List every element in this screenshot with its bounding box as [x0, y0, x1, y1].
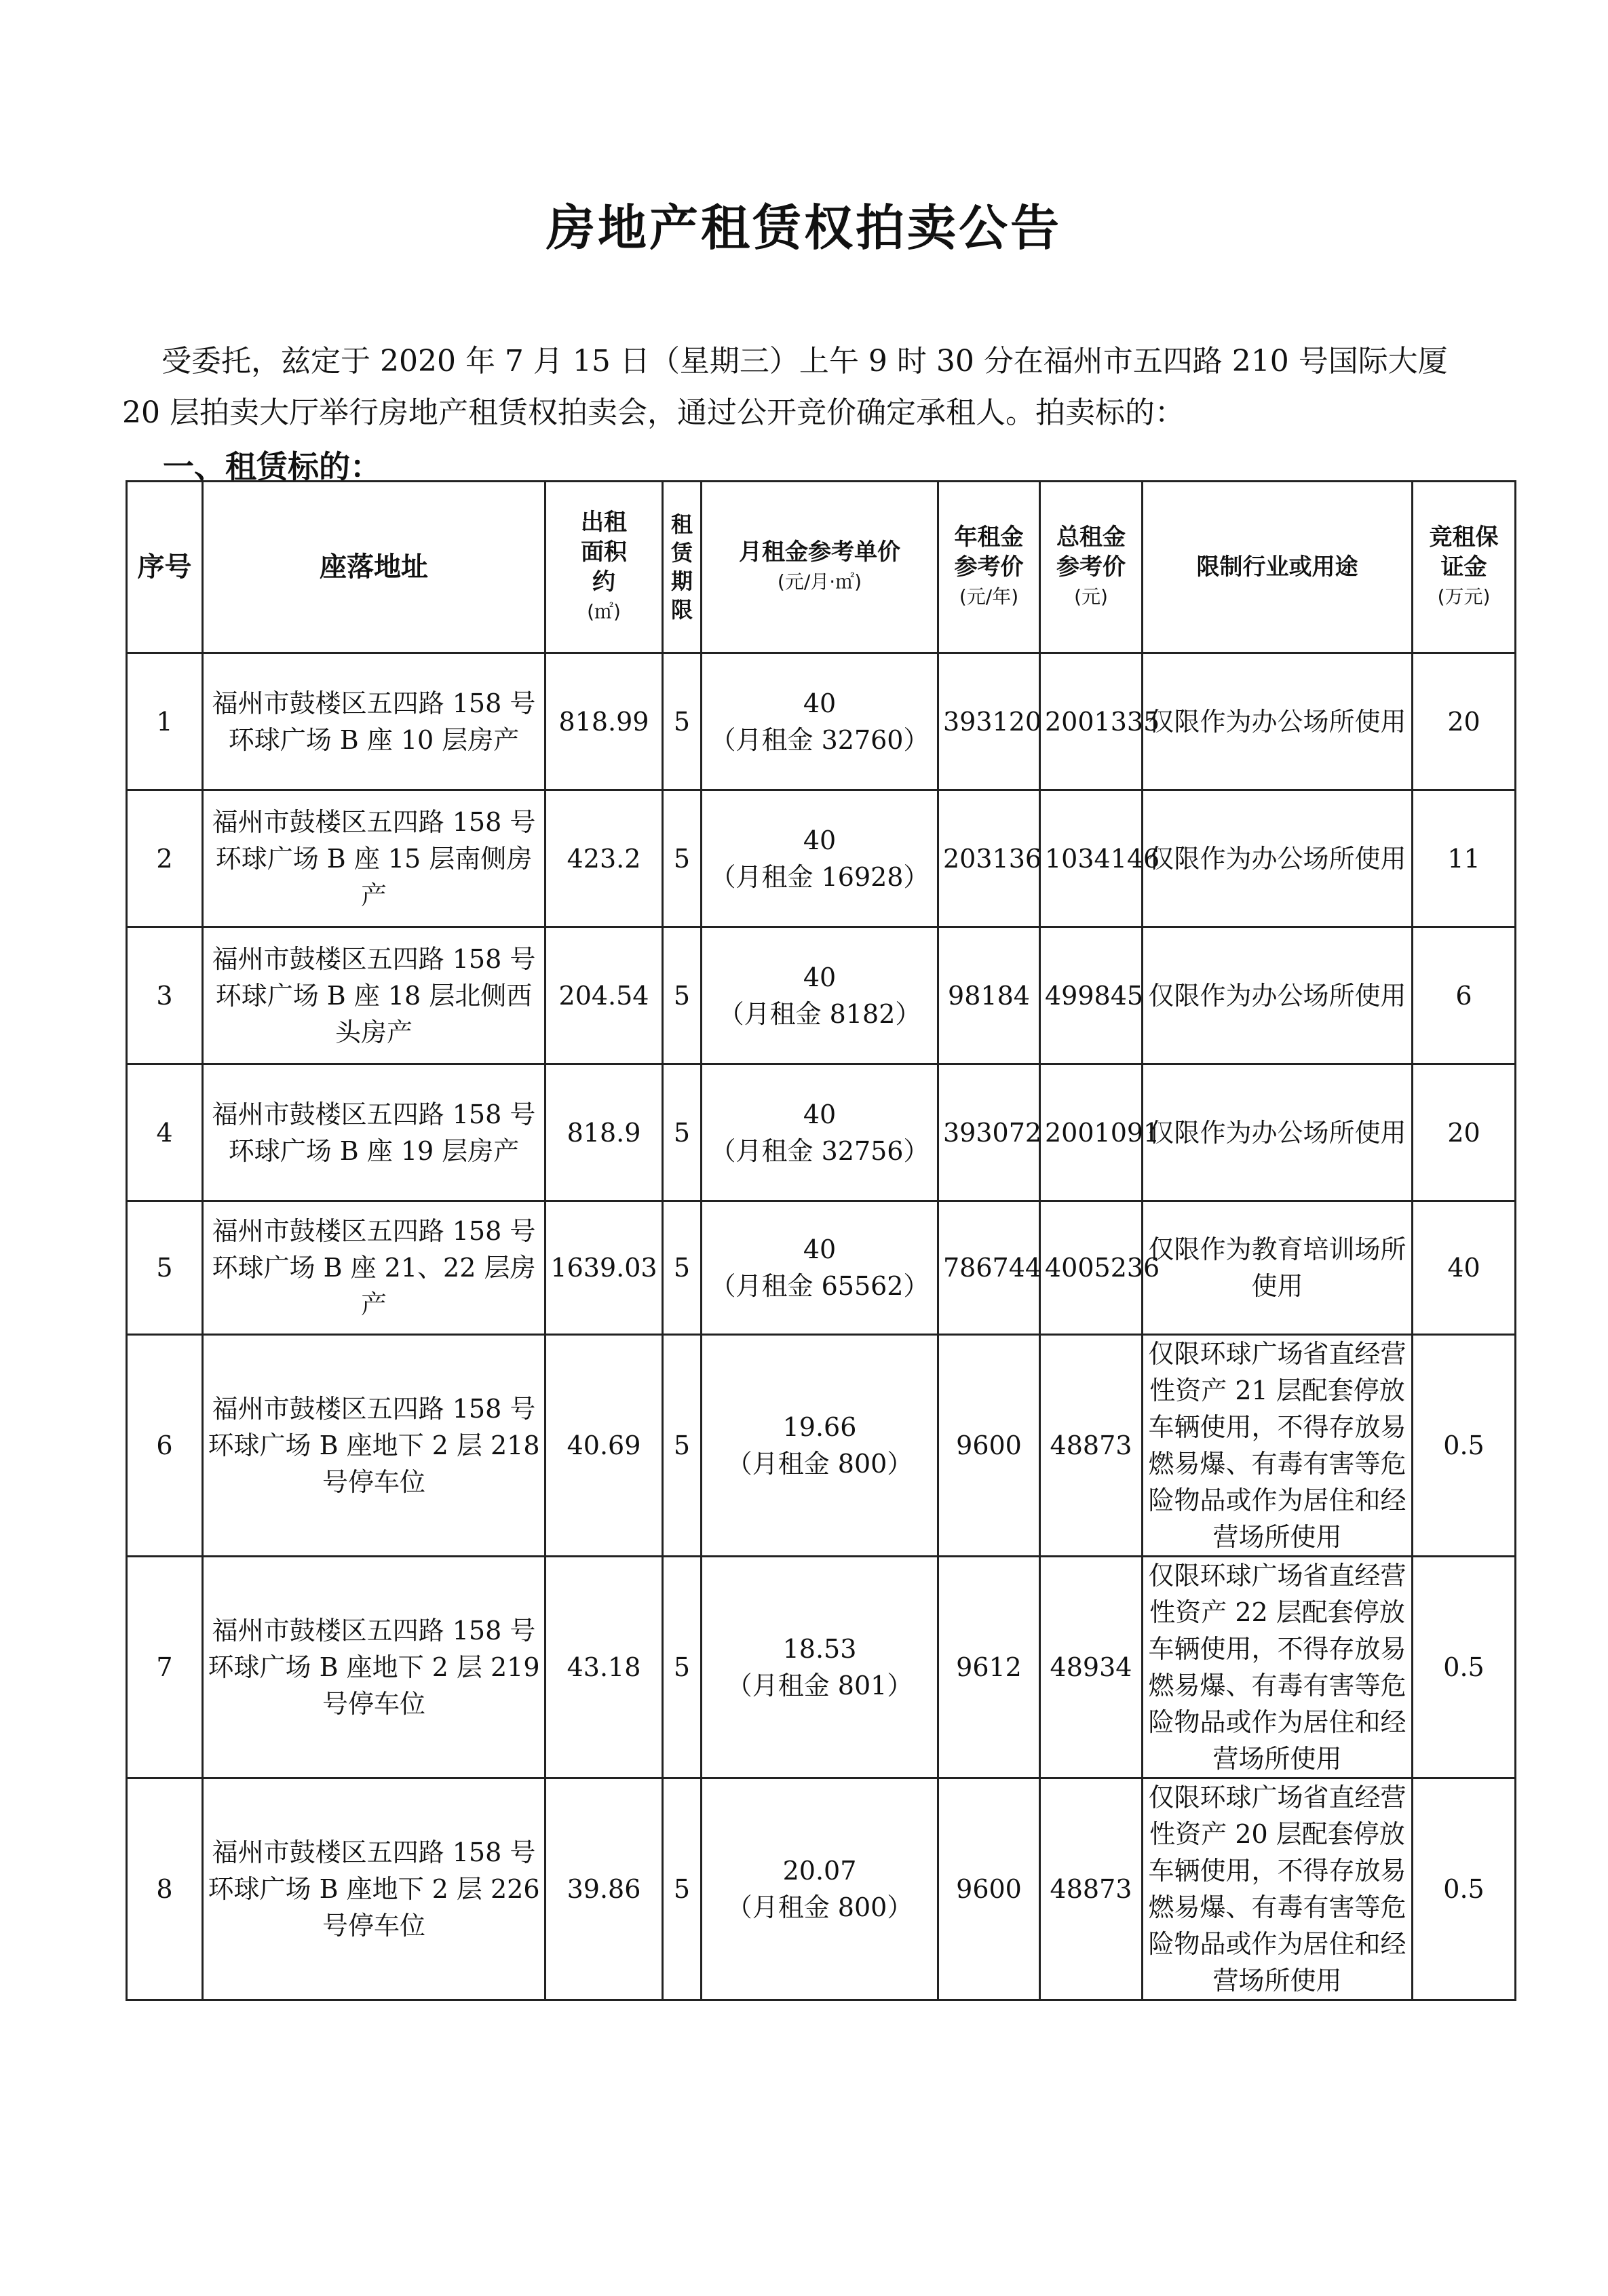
row-total-rent: 1034146 [1040, 790, 1143, 927]
row-deposit: 6 [1413, 927, 1516, 1064]
row-address: 福州市鼓楼区五四路 158 号环球广场 B 座地下 2 层 226 号停车位 [203, 1778, 545, 2000]
header-total-rent-label: 总租金 参考价 [1056, 524, 1126, 581]
row-term: 5 [663, 790, 702, 927]
row-monthly-rent: （月租金 32760） [710, 724, 930, 755]
row-annual-rent: 393120 [938, 653, 1040, 790]
header-deposit-label: 竞租保 证金 [1429, 524, 1499, 581]
row-annual-rent: 203136 [938, 790, 1040, 927]
row-area: 818.99 [545, 653, 663, 790]
row-area: 40.69 [545, 1335, 663, 1557]
row-usage: 仅限环球广场省直经营性资产 22 层配套停放车辆使用，不得存放易燃易爆、有毒有害等危险物品或作为居住和经营场所使用 [1143, 1557, 1413, 1778]
row-total-rent: 2001335 [1040, 653, 1143, 790]
row-deposit: 20 [1413, 653, 1516, 790]
row-usage: 仅限作为教育培训场所使用 [1143, 1201, 1413, 1335]
row-annual-rent: 786744 [938, 1201, 1040, 1335]
row-unit-price-value: 40 [803, 1099, 837, 1129]
row-area: 43.18 [545, 1557, 663, 1778]
row-usage: 仅限环球广场省直经营性资产 21 层配套停放车辆使用，不得存放易燃易爆、有毒有害等危险物品或作为居住和经营场所使用 [1143, 1335, 1413, 1557]
row-total-rent: 48873 [1040, 1335, 1143, 1557]
table-row [127, 1201, 1516, 1335]
row-address: 福州市鼓楼区五四路 158 号环球广场 B 座 18 层北侧西头房产 [203, 927, 545, 1064]
row-address: 福州市鼓楼区五四路 158 号环球广场 B 座 19 层房产 [203, 1064, 545, 1201]
row-unit-price-value: 40 [803, 1234, 837, 1264]
lease-table [126, 480, 1516, 2001]
row-term: 5 [663, 1335, 702, 1557]
row-index: 8 [127, 1778, 203, 2000]
header-unit-price-label: 月租金参考单价 [739, 539, 900, 566]
row-deposit: 20 [1413, 1064, 1516, 1201]
row-unit-price [702, 927, 938, 1064]
row-unit-price-value: 40 [803, 688, 837, 718]
row-unit-price-value: 18.53 [782, 1634, 857, 1664]
row-usage: 仅限作为办公场所使用 [1143, 653, 1413, 790]
row-usage: 仅限环球广场省直经营性资产 20 层配套停放车辆使用，不得存放易燃易爆、有毒有害等危险物品或作为居住和经营场所使用 [1143, 1778, 1413, 2000]
row-monthly-rent: （月租金 800） [726, 1449, 913, 1479]
row-monthly-rent: （月租金 8182） [718, 998, 921, 1029]
row-unit-price-value: 40 [803, 962, 837, 992]
row-area: 818.9 [545, 1064, 663, 1201]
row-area: 423.2 [545, 790, 663, 927]
table-row [127, 1335, 1516, 1557]
header-area-unit: (㎡) [587, 600, 621, 623]
row-monthly-rent: （月租金 16928） [710, 861, 930, 892]
row-unit-price-value: 40 [803, 825, 837, 855]
header-unit-price [702, 482, 938, 653]
row-deposit: 40 [1413, 1201, 1516, 1335]
row-area: 1639.03 [545, 1201, 663, 1335]
table-header-row [127, 482, 1516, 653]
row-term: 5 [663, 1557, 702, 1778]
row-total-rent: 48873 [1040, 1778, 1143, 2000]
row-total-rent: 2001091 [1040, 1064, 1143, 1201]
header-address: 座落地址 [203, 482, 545, 653]
row-unit-price [702, 1201, 938, 1335]
header-term [663, 482, 702, 653]
row-unit-price [702, 790, 938, 927]
row-address: 福州市鼓楼区五四路 158 号环球广场 B 座 15 层南侧房产 [203, 790, 545, 927]
row-term: 5 [663, 1201, 702, 1335]
row-index: 7 [127, 1557, 203, 1778]
row-address: 福州市鼓楼区五四路 158 号环球广场 B 座 21、22 层房产 [203, 1201, 545, 1335]
section-heading: 一、租赁标的： [163, 448, 381, 485]
row-unit-price-value: 20.07 [782, 1856, 857, 1886]
row-annual-rent: 9612 [938, 1557, 1040, 1778]
intro-line-2: 20 层拍卖大厅举行房地产租赁权拍卖会，通过公开竞价确定承租人。拍卖标的： [122, 395, 1185, 430]
row-monthly-rent: （月租金 800） [726, 1892, 913, 1922]
row-index: 3 [127, 927, 203, 1064]
row-monthly-rent: （月租金 65562） [710, 1271, 930, 1301]
row-address: 福州市鼓楼区五四路 158 号环球广场 B 座地下 2 层 219 号停车位 [203, 1557, 545, 1778]
row-annual-rent: 393072 [938, 1064, 1040, 1201]
row-unit-price [702, 1335, 938, 1557]
row-unit-price [702, 1557, 938, 1778]
header-deposit-unit: (万元) [1437, 585, 1491, 608]
intro-paragraph [122, 336, 1527, 439]
row-unit-price [702, 1064, 938, 1201]
header-total-rent [1040, 482, 1143, 653]
row-unit-price [702, 653, 938, 790]
header-annual-rent-unit: (元/年) [959, 585, 1019, 608]
row-index: 1 [127, 653, 203, 790]
table-row [127, 1557, 1516, 1778]
row-term: 5 [663, 927, 702, 1064]
row-unit-price [702, 1778, 938, 2000]
header-term-label: 租 赁 期 限 [670, 511, 693, 623]
row-address: 福州市鼓楼区五四路 158 号环球广场 B 座地下 2 层 218 号停车位 [203, 1335, 545, 1557]
table-row [127, 1064, 1516, 1201]
row-annual-rent: 98184 [938, 927, 1040, 1064]
row-deposit: 0.5 [1413, 1557, 1516, 1778]
page-title: 房地产租赁权拍卖公告 [545, 199, 1062, 256]
row-monthly-rent: （月租金 801） [726, 1671, 913, 1700]
header-annual-rent-label: 年租金 参考价 [954, 524, 1024, 581]
header-area [545, 482, 663, 653]
row-total-rent: 499845 [1040, 927, 1143, 1064]
header-area-label: 出租 面积 约 [581, 509, 627, 596]
row-index: 5 [127, 1201, 203, 1335]
header-total-rent-unit: (元) [1074, 585, 1108, 608]
header-annual-rent [938, 482, 1040, 653]
row-deposit: 0.5 [1413, 1335, 1516, 1557]
row-usage: 仅限作为办公场所使用 [1143, 1064, 1413, 1201]
row-usage: 仅限作为办公场所使用 [1143, 927, 1413, 1064]
row-usage: 仅限作为办公场所使用 [1143, 790, 1413, 927]
header-unit-price-unit: (元/月·㎡) [777, 570, 862, 593]
row-monthly-rent: （月租金 32756） [710, 1135, 930, 1166]
row-unit-price-value: 19.66 [782, 1412, 857, 1442]
row-annual-rent: 9600 [938, 1778, 1040, 2000]
table-row [127, 790, 1516, 927]
table-row [127, 653, 1516, 790]
table-row [127, 1778, 1516, 2000]
header-deposit [1413, 482, 1516, 653]
header-index: 序号 [127, 482, 203, 653]
row-area: 39.86 [545, 1778, 663, 2000]
intro-line-1: 受委托，兹定于 2020 年 7 月 15 日（星期三）上午 9 时 30 分在福州市五四路 210 号国际大厦 [161, 344, 1448, 378]
row-total-rent: 4005236 [1040, 1201, 1143, 1335]
row-deposit: 0.5 [1413, 1778, 1516, 2000]
row-index: 6 [127, 1335, 203, 1557]
row-total-rent: 48934 [1040, 1557, 1143, 1778]
header-usage: 限制行业或用途 [1143, 482, 1413, 653]
row-deposit: 11 [1413, 790, 1516, 927]
row-term: 5 [663, 653, 702, 790]
row-term: 5 [663, 1778, 702, 2000]
row-index: 4 [127, 1064, 203, 1201]
row-term: 5 [663, 1064, 702, 1201]
row-index: 2 [127, 790, 203, 927]
table-row [127, 927, 1516, 1064]
row-area: 204.54 [545, 927, 663, 1064]
row-address: 福州市鼓楼区五四路 158 号环球广场 B 座 10 层房产 [203, 653, 545, 790]
row-annual-rent: 9600 [938, 1335, 1040, 1557]
